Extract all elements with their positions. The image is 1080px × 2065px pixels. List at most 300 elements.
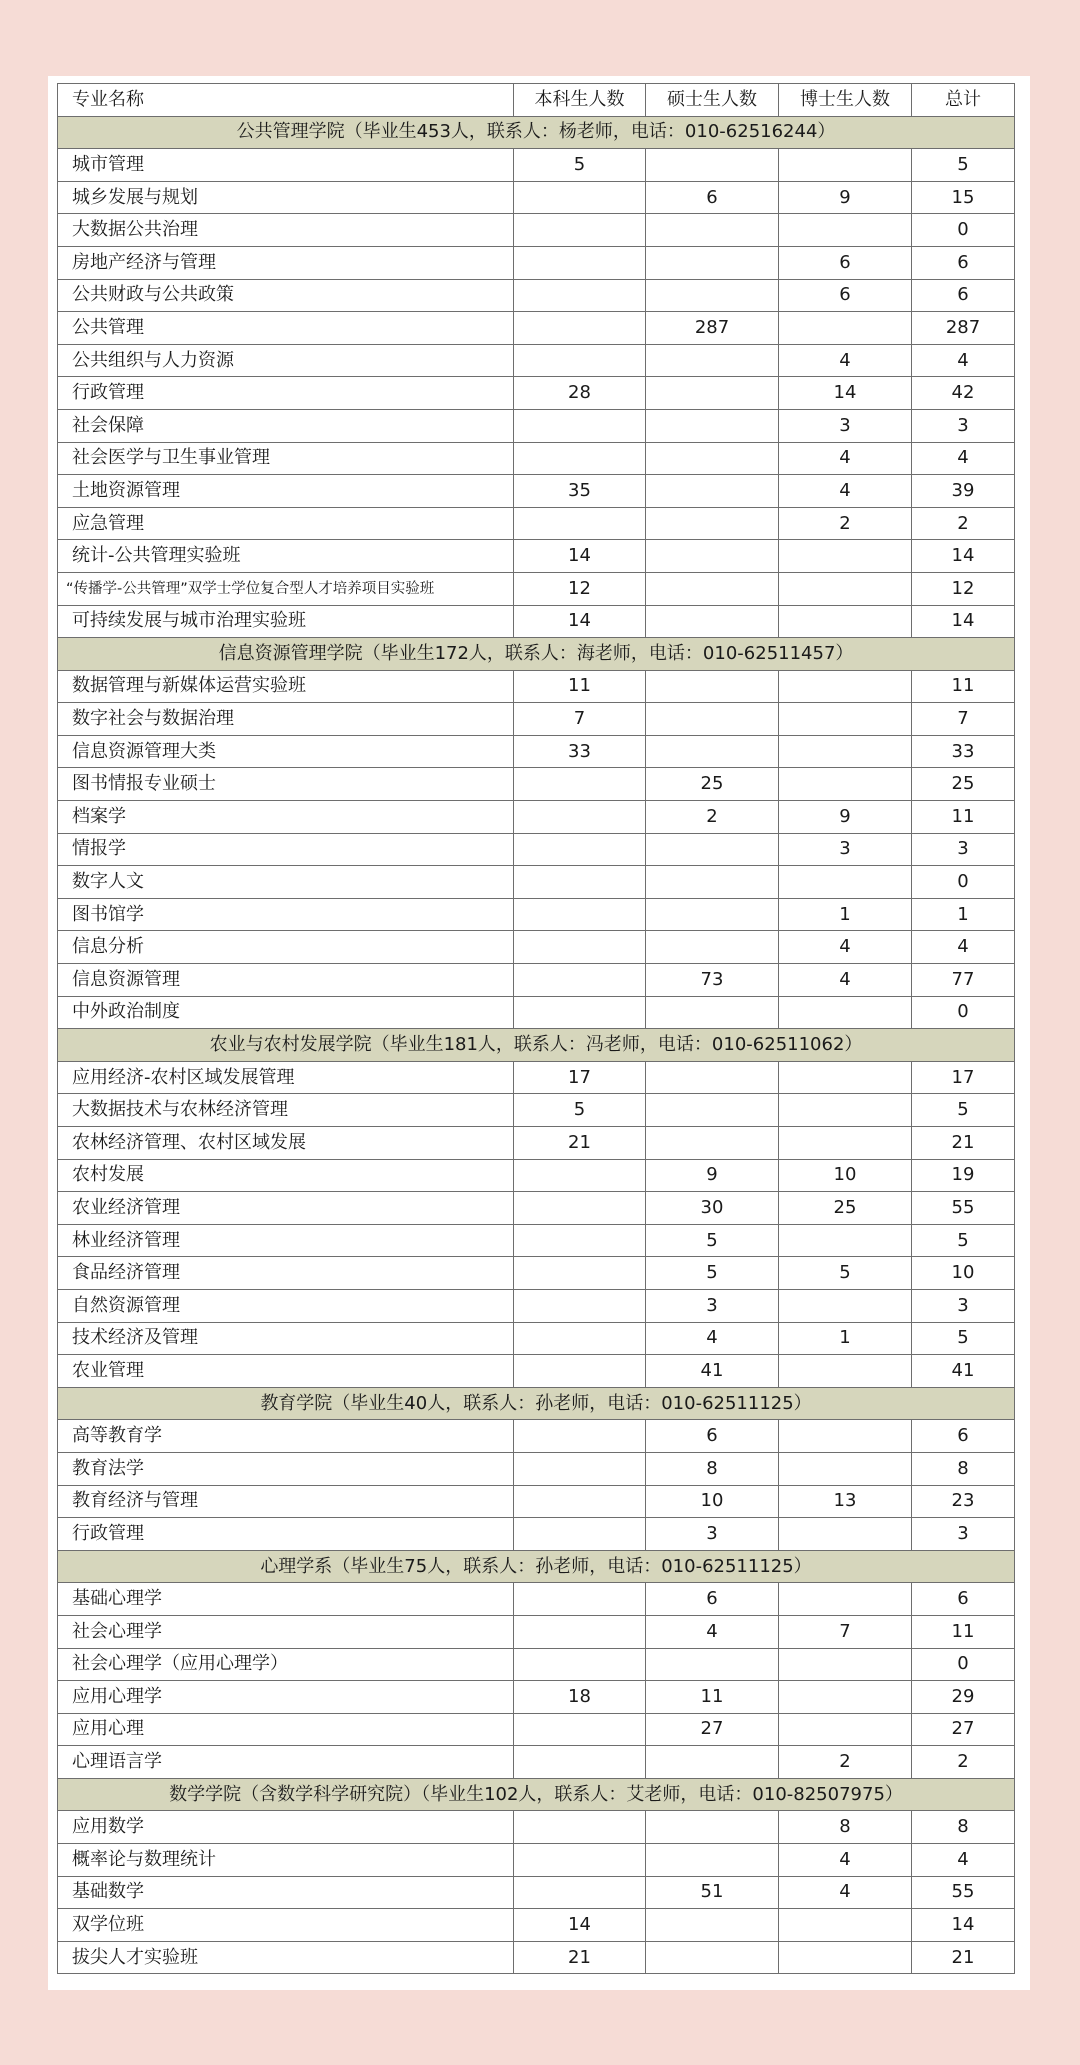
undergrad-count-cell [514,1746,646,1779]
table-row [58,149,1015,182]
table-row [58,1485,1015,1518]
undergrad-count-cell: 11 [514,670,646,703]
master-count-cell: 4 [646,1615,779,1648]
doctor-count-cell: 5 [779,1257,912,1290]
doctor-count-cell: 1 [779,898,912,931]
master-count-cell: 30 [646,1192,779,1225]
undergrad-count-cell [514,931,646,964]
doctor-count-cell: 9 [779,181,912,214]
major-name-cell: 应急管理 [58,507,514,540]
doctor-count-cell [779,149,912,182]
total-cell: 17 [912,1061,1015,1094]
header-major-name: 专业名称 [58,84,514,117]
undergrad-count-cell: 35 [514,475,646,508]
doctor-count-cell: 2 [779,507,912,540]
major-name-cell: 行政管理 [58,1518,514,1551]
master-count-cell [646,214,779,247]
doctor-count-cell [779,1681,912,1714]
undergrad-count-cell [514,996,646,1029]
total-cell: 5 [912,1224,1015,1257]
doctor-count-cell: 3 [779,833,912,866]
doctor-count-cell: 9 [779,801,912,834]
master-count-cell [646,540,779,573]
master-count-cell: 4 [646,1322,779,1355]
doctor-count-cell: 8 [779,1811,912,1844]
master-count-cell [646,605,779,638]
master-count-cell: 287 [646,312,779,345]
major-name-cell: 城乡发展与规划 [58,181,514,214]
table-row [58,246,1015,279]
master-count-cell: 25 [646,768,779,801]
doctor-count-cell: 4 [779,442,912,475]
table-row [58,735,1015,768]
total-cell: 21 [912,1941,1015,1974]
doctor-count-cell [779,1420,912,1453]
major-name-cell: 公共财政与公共政策 [58,279,514,312]
doctor-count-cell [779,214,912,247]
total-cell: 6 [912,1420,1015,1453]
total-cell: 23 [912,1485,1015,1518]
doctor-count-cell: 4 [779,1844,912,1877]
master-count-cell [646,1061,779,1094]
master-count-cell: 5 [646,1224,779,1257]
doctor-count-cell: 1 [779,1322,912,1355]
total-cell: 0 [912,1648,1015,1681]
table-row [58,1811,1015,1844]
master-count-cell: 51 [646,1876,779,1909]
major-name-cell: 可持续发展与城市治理实验班 [58,605,514,638]
table-row [58,1746,1015,1779]
undergrad-count-cell [514,246,646,279]
total-cell: 41 [912,1355,1015,1388]
major-name-cell: 拔尖人才实验班 [58,1941,514,1974]
total-cell: 11 [912,1615,1015,1648]
doctor-count-cell [779,1941,912,1974]
table-row [58,181,1015,214]
undergrad-count-cell [514,1485,646,1518]
total-cell: 6 [912,279,1015,312]
master-count-cell [646,246,779,279]
doctor-count-cell: 4 [779,964,912,997]
master-count-cell [646,1909,779,1942]
master-count-cell: 73 [646,964,779,997]
table-row [58,996,1015,1029]
doctor-count-cell: 7 [779,1615,912,1648]
master-count-cell [646,1127,779,1160]
table-row [58,1452,1015,1485]
doctor-count-cell: 6 [779,246,912,279]
table-row [58,931,1015,964]
table-row [58,507,1015,540]
total-cell: 5 [912,1094,1015,1127]
table-row [58,1681,1015,1714]
master-count-cell [646,735,779,768]
doctor-count-cell [779,1648,912,1681]
major-name-cell: 农村发展 [58,1159,514,1192]
doctor-count-cell: 10 [779,1159,912,1192]
major-name-cell: 农林经济管理、农村区域发展 [58,1127,514,1160]
section-header-row [58,1387,1015,1420]
undergrad-count-cell [514,1192,646,1225]
total-cell: 5 [912,149,1015,182]
table-row [58,1289,1015,1322]
doctor-count-cell [779,1355,912,1388]
table-row [58,1876,1015,1909]
undergrad-count-cell [514,1159,646,1192]
major-name-cell: 概率论与数理统计 [58,1844,514,1877]
total-cell: 14 [912,1909,1015,1942]
major-name-cell: 技术经济及管理 [58,1322,514,1355]
table-row [58,1322,1015,1355]
major-name-cell: 高等教育学 [58,1420,514,1453]
master-count-cell [646,1844,779,1877]
doctor-count-cell [779,703,912,736]
section-header-row [58,1550,1015,1583]
table-row [58,964,1015,997]
undergrad-count-cell [514,1289,646,1322]
total-cell: 3 [912,1518,1015,1551]
major-name-cell: 应用数学 [58,1811,514,1844]
undergrad-count-cell [514,768,646,801]
major-name-cell: 图书馆学 [58,898,514,931]
major-name-cell: 图书情报专业硕士 [58,768,514,801]
total-cell: 55 [912,1876,1015,1909]
major-name-cell: 社会心理学（应用心理学） [58,1648,514,1681]
total-cell: 33 [912,735,1015,768]
total-cell: 6 [912,246,1015,279]
doctor-count-cell: 6 [779,279,912,312]
table-row [58,1909,1015,1942]
undergrad-count-cell [514,1811,646,1844]
total-cell: 77 [912,964,1015,997]
table-body [58,116,1015,1974]
table-row [58,768,1015,801]
undergrad-count-cell [514,1713,646,1746]
total-cell: 4 [912,931,1015,964]
total-cell: 4 [912,1844,1015,1877]
major-name-cell: 数字社会与数据治理 [58,703,514,736]
total-cell: 3 [912,409,1015,442]
major-name-cell: 大数据公共治理 [58,214,514,247]
master-count-cell: 27 [646,1713,779,1746]
section-title: 心理学系（毕业生75人，联系人：孙老师，电话：010-62511125） [58,1550,1015,1583]
table-row [58,670,1015,703]
major-name-cell: 食品经济管理 [58,1257,514,1290]
doctor-count-cell [779,605,912,638]
doctor-count-cell [779,1127,912,1160]
total-cell: 8 [912,1452,1015,1485]
master-count-cell [646,1746,779,1779]
total-cell: 39 [912,475,1015,508]
major-name-cell: 信息资源管理大类 [58,735,514,768]
master-count-cell [646,475,779,508]
master-count-cell [646,931,779,964]
master-count-cell [646,149,779,182]
major-name-cell: 应用心理 [58,1713,514,1746]
total-cell: 11 [912,670,1015,703]
total-cell: 4 [912,442,1015,475]
doctor-count-cell [779,1289,912,1322]
undergrad-count-cell [514,1583,646,1616]
undergrad-count-cell: 28 [514,377,646,410]
doctor-count-cell: 3 [779,409,912,442]
master-count-cell [646,279,779,312]
doctor-count-cell [779,1909,912,1942]
total-cell: 7 [912,703,1015,736]
master-count-cell [646,507,779,540]
undergrad-count-cell [514,181,646,214]
total-cell: 8 [912,1811,1015,1844]
table-row [58,1192,1015,1225]
doctor-count-cell: 4 [779,931,912,964]
master-count-cell [646,409,779,442]
major-name-cell: 房地产经济与管理 [58,246,514,279]
doctor-count-cell [779,1224,912,1257]
total-cell: 27 [912,1713,1015,1746]
master-count-cell: 8 [646,1452,779,1485]
table-row [58,475,1015,508]
major-name-cell: 社会医学与卫生事业管理 [58,442,514,475]
major-name-cell: 心理语言学 [58,1746,514,1779]
total-cell: 11 [912,801,1015,834]
table-row [58,1615,1015,1648]
undergrad-count-cell: 17 [514,1061,646,1094]
major-name-cell: 教育经济与管理 [58,1485,514,1518]
section-header-row [58,116,1015,149]
doctor-count-cell [779,735,912,768]
doctor-count-cell [779,996,912,1029]
total-cell: 29 [912,1681,1015,1714]
table-row [58,1159,1015,1192]
graduate-table-sheet [48,76,1030,1990]
undergrad-count-cell: 21 [514,1941,646,1974]
header-total: 总计 [912,84,1015,117]
master-count-cell: 3 [646,1518,779,1551]
table-row [58,344,1015,377]
major-name-cell: 农业管理 [58,1355,514,1388]
table-row [58,214,1015,247]
total-cell: 1 [912,898,1015,931]
table-row [58,703,1015,736]
table-row [58,1224,1015,1257]
major-name-cell: 应用经济-农村区域发展管理 [58,1061,514,1094]
table-row [58,1420,1015,1453]
undergrad-count-cell [514,1648,646,1681]
table-row [58,1355,1015,1388]
undergrad-count-cell [514,1844,646,1877]
table-row [58,1094,1015,1127]
major-name-cell: 情报学 [58,833,514,866]
master-count-cell: 6 [646,181,779,214]
master-count-cell [646,703,779,736]
doctor-count-cell [779,1452,912,1485]
total-cell: 5 [912,1322,1015,1355]
master-count-cell: 41 [646,1355,779,1388]
undergrad-count-cell [514,964,646,997]
major-name-cell: 土地资源管理 [58,475,514,508]
master-count-cell: 6 [646,1420,779,1453]
total-cell: 0 [912,996,1015,1029]
major-name-cell: 教育法学 [58,1452,514,1485]
master-count-cell [646,442,779,475]
table-row [58,1518,1015,1551]
table-row [58,1713,1015,1746]
undergrad-count-cell [514,409,646,442]
undergrad-count-cell: 14 [514,540,646,573]
undergrad-count-cell [514,1876,646,1909]
major-name-cell: 行政管理 [58,377,514,410]
master-count-cell [646,898,779,931]
major-name-cell: 大数据技术与农林经济管理 [58,1094,514,1127]
undergrad-count-cell [514,214,646,247]
undergrad-count-cell [514,279,646,312]
undergrad-count-cell: 33 [514,735,646,768]
major-name-cell: 信息分析 [58,931,514,964]
total-cell: 3 [912,1289,1015,1322]
major-name-cell: 信息资源管理 [58,964,514,997]
master-count-cell [646,1648,779,1681]
master-count-cell [646,1811,779,1844]
section-header-row [58,1778,1015,1811]
doctor-count-cell: 13 [779,1485,912,1518]
master-count-cell: 9 [646,1159,779,1192]
undergrad-count-cell [514,1257,646,1290]
table-row [58,1127,1015,1160]
master-count-cell [646,572,779,605]
doctor-count-cell [779,1094,912,1127]
section-title: 数学学院（含数学科学研究院）（毕业生102人，联系人：艾老师，电话：010-82507975） [58,1778,1015,1811]
undergrad-count-cell: 21 [514,1127,646,1160]
undergrad-count-cell [514,507,646,540]
master-count-cell: 6 [646,1583,779,1616]
undergrad-count-cell: 5 [514,149,646,182]
table-header-row [58,84,1015,117]
total-cell: 12 [912,572,1015,605]
undergrad-count-cell: 14 [514,605,646,638]
major-name-cell: 应用心理学 [58,1681,514,1714]
table-row [58,1648,1015,1681]
undergrad-count-cell: 5 [514,1094,646,1127]
doctor-count-cell [779,1518,912,1551]
doctor-count-cell: 2 [779,1746,912,1779]
major-name-cell: “传播学-公共管理”双学士学位复合型人才培养项目实验班 [58,572,514,605]
master-count-cell: 3 [646,1289,779,1322]
major-name-cell: 公共组织与人力资源 [58,344,514,377]
total-cell: 42 [912,377,1015,410]
doctor-count-cell: 4 [779,475,912,508]
total-cell: 0 [912,866,1015,899]
undergrad-count-cell [514,1224,646,1257]
table-row [58,312,1015,345]
table-row [58,572,1015,605]
total-cell: 15 [912,181,1015,214]
doctor-count-cell [779,866,912,899]
master-count-cell: 2 [646,801,779,834]
table-row [58,866,1015,899]
master-count-cell [646,670,779,703]
major-name-cell: 基础心理学 [58,1583,514,1616]
section-header-row [58,1029,1015,1062]
table-row [58,1941,1015,1974]
doctor-count-cell [779,1583,912,1616]
master-count-cell [646,996,779,1029]
table-row [58,605,1015,638]
table-row [58,442,1015,475]
major-name-cell: 社会保障 [58,409,514,442]
master-count-cell [646,344,779,377]
doctor-count-cell [779,1061,912,1094]
doctor-count-cell [779,1713,912,1746]
total-cell: 14 [912,605,1015,638]
total-cell: 55 [912,1192,1015,1225]
undergrad-count-cell [514,1355,646,1388]
doctor-count-cell [779,540,912,573]
doctor-count-cell [779,768,912,801]
total-cell: 4 [912,344,1015,377]
major-name-cell: 中外政治制度 [58,996,514,1029]
major-name-cell: 城市管理 [58,149,514,182]
undergrad-count-cell [514,312,646,345]
doctor-count-cell: 25 [779,1192,912,1225]
undergrad-count-cell [514,1420,646,1453]
section-title: 信息资源管理学院（毕业生172人，联系人：海老师，电话：010-62511457） [58,638,1015,671]
table-row [58,1061,1015,1094]
undergrad-count-cell [514,1518,646,1551]
total-cell: 19 [912,1159,1015,1192]
undergrad-count-cell [514,344,646,377]
undergrad-count-cell [514,1615,646,1648]
undergrad-count-cell [514,833,646,866]
master-count-cell [646,833,779,866]
master-count-cell [646,377,779,410]
total-cell: 2 [912,507,1015,540]
major-name-cell: 农业经济管理 [58,1192,514,1225]
major-name-cell: 档案学 [58,801,514,834]
section-title: 教育学院（毕业生40人，联系人：孙老师，电话：010-62511125） [58,1387,1015,1420]
graduate-statistics-table [57,83,1015,1974]
total-cell: 25 [912,768,1015,801]
table-row [58,377,1015,410]
total-cell: 2 [912,1746,1015,1779]
major-name-cell: 数字人文 [58,866,514,899]
undergrad-count-cell [514,801,646,834]
section-header-row [58,638,1015,671]
total-cell: 3 [912,833,1015,866]
doctor-count-cell [779,312,912,345]
undergrad-count-cell [514,1452,646,1485]
master-count-cell: 10 [646,1485,779,1518]
undergrad-count-cell: 14 [514,1909,646,1942]
major-name-cell: 自然资源管理 [58,1289,514,1322]
undergrad-count-cell [514,866,646,899]
doctor-count-cell: 4 [779,344,912,377]
major-name-cell: 公共管理 [58,312,514,345]
undergrad-count-cell [514,898,646,931]
major-name-cell: 双学位班 [58,1909,514,1942]
table-row [58,898,1015,931]
table-row [58,833,1015,866]
total-cell: 6 [912,1583,1015,1616]
major-name-cell: 社会心理学 [58,1615,514,1648]
table-row [58,1844,1015,1877]
total-cell: 14 [912,540,1015,573]
total-cell: 287 [912,312,1015,345]
table-row [58,1257,1015,1290]
undergrad-count-cell [514,1322,646,1355]
major-name-cell: 基础数学 [58,1876,514,1909]
doctor-count-cell [779,670,912,703]
header-master-count: 硕士生人数 [646,84,779,117]
